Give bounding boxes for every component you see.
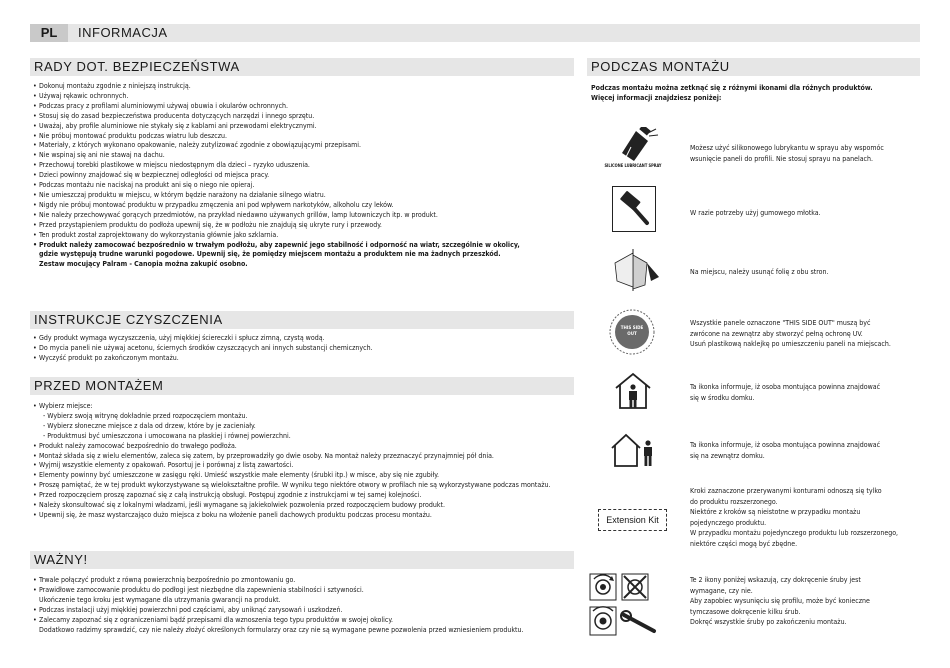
list-item: • Używaj rękawic ochronnych. — [33, 92, 573, 102]
rubber-mallet-icon — [612, 186, 656, 232]
list-item: • Produkt należy zamocować bezpośrednio w trwałym podłożu, aby zapewnić jego stabilność i odporność na wiatr, szczególnie w okolicy, — [33, 241, 573, 251]
during-heading: PODCZAS MONTAŻU — [587, 58, 920, 76]
safety-heading: RADY DOT. BEZPIECZEŃSTWA — [30, 58, 574, 76]
important-heading: WAŻNY! — [30, 551, 574, 569]
extension-kit-label: Extension Kit — [606, 515, 659, 525]
description-line: do produktu rozszerzonego. — [690, 497, 778, 506]
list-item: • Do mycia paneli nie używaj acetonu, ściernych środków czyszczących ani innych substancji chemicznych. — [33, 344, 573, 354]
description-line: się na zewnątrz domku. — [690, 451, 765, 460]
list-item: Zestaw mocujący Palram - Canopia można zakupić osobno. — [39, 260, 248, 269]
list-item: • Gdy produkt wymaga wyczyszczenia, użyj miękkiej ściereczki i spłucz zimną, czystą wodą. — [33, 334, 573, 344]
during-intro — [591, 83, 921, 103]
before-list — [33, 402, 573, 521]
list-item: gdzie występują trudne warunki pogodowe. Upewnij się, że pomiędzy miejscem montażu a produktem nie ma żadnych przeszkód. — [39, 250, 501, 259]
list-item: • Nie próbuj montować produktu podczas wiatru lub deszczu. — [33, 132, 573, 142]
icon-description — [690, 486, 898, 549]
description-line: Wszystkie panele oznaczone "THIS SIDE OUT" muszą być — [690, 319, 871, 327]
list-item: • Uważaj, aby profile aluminiowe nie stykały się z kablami ani przewodami elektrycznymi. — [33, 122, 573, 132]
list-item: • Podczas instalacji użyj miękkiej powierzchni pod częściami, aby uniknąć zarysowań i uszkodzeń. — [33, 606, 573, 616]
before-heading: PRZED MONTAŻEM — [30, 377, 574, 395]
icon-description — [690, 208, 821, 219]
list-item: • Proszę pamiętać, że w tej produkt wykorzystywane są wielokształtne profile. W wyniku tego niektóre otwory w profilach nie są wykorzystywane podczas montażu. — [33, 481, 573, 491]
screw-tight-icon — [590, 574, 616, 600]
list-item: - Wybierz swoją witrynę dokładnie przed rozpoczęciem montażu. — [43, 411, 248, 420]
list-item: Ukończenie tego kroku jest wymagane dla utrzymania gwarancji na produkt. — [39, 595, 281, 604]
list-item: • Prawidłowe zamocowanie produktu do podłogi jest niezbędne dla zapewnienia stabilności i sztywności. — [33, 586, 573, 596]
list-item: • Wyjmij wszystkie elementy z opakowań. Posortuj je i porównaj z listą zawartości. — [33, 461, 573, 471]
person-inside-house-icon — [612, 372, 654, 410]
list-item: • Produkt należy zamocować bezpośrednio do trwałego podłoża. — [33, 442, 573, 452]
list-item: • Należy skonsultować się z lokalnymi władzami, jeśli wymagane są jakiekolwiek pozwolenia przed rozpoczęciem budowy produkt. — [33, 501, 573, 511]
icon-description — [690, 318, 891, 350]
list-item: • Podczas montażu nie naciskaj na produkt ani się o niego nie opieraj. — [33, 181, 573, 191]
language-code: PL — [30, 24, 68, 42]
safety-list — [33, 82, 573, 270]
intro-line: Podczas montażu można zetknąć się z różnymi ikonami dla różnych produktów. — [591, 84, 873, 92]
icon-description — [690, 575, 870, 628]
silicone-spray-label-text: SILICONE LUBRICANT SPRAY — [604, 163, 662, 168]
cleaning-heading: INSTRUKCJE CZYSZCZENIA — [30, 311, 574, 329]
description-line: Dokręć wszystkie śruby po zakończeniu montażu. — [690, 618, 847, 626]
description-line: pojedynczego produktu. — [690, 518, 767, 527]
silicone-spray-icon — [604, 127, 662, 181]
extension-kit-icon — [598, 509, 667, 531]
description-line: Te 2 ikony poniżej wskazują, czy dokręcenie śruby jest — [690, 576, 861, 584]
description-line: się w środku domku. — [690, 393, 755, 402]
list-item: • Przed rozpoczęciem proszę zapoznać się z całą instrukcją obsługi. Postępuj zgodnie z instrukcjami w tej samej kolejności. — [33, 491, 573, 501]
list-item: • Upewnij się, że masz wystarczająco dużo miejsca z boku na włożenie paneli dachowych produktu podczas procesu montażu. — [33, 511, 573, 521]
wrench-icon — [621, 611, 654, 631]
list-item: • Nie należy przechowywać gorących przedmiotów, na przykład niedawno używanych grillów, lamp lutowniczych itp. w produkt. — [33, 211, 573, 221]
list-item: • Montaż składa się z wielu elementów, zaleca się zatem, by przeprowadziły go dwie osoby. Na montaż należy przeznaczyć przynajmniej pół dnia. — [33, 452, 573, 462]
list-item: • Zalecamy zapoznać się z ograniczeniami bądź przepisami dla wznoszenia tego typu produktów w swojej okolicy. — [33, 616, 573, 626]
description-line: Na miejscu, należy usunąć folię z obu stron. — [690, 268, 829, 276]
description-line: niektóre części mogą być zbędne. — [690, 539, 798, 548]
description-line: Ta ikonka informuje, iż osoba montująca powinna znajdować — [690, 383, 881, 391]
list-item: • Dokonuj montażu zgodnie z niniejszą instrukcją. — [33, 82, 573, 92]
description-line: W przypadku montażu pojedynczego produktu lub rozszerzonego, — [690, 529, 899, 537]
list-item: • Wybierz miejsce: — [33, 402, 573, 412]
page-title: INFORMACJA — [78, 25, 168, 40]
icon-description — [690, 440, 880, 461]
list-item: • Podczas pracy z profilami aluminiowymi używaj obuwia i okularów ochronnych. — [33, 102, 573, 112]
list-item: • Nie umieszczaj produktu w miejscu, w którym będzie narażony na działanie silnego wiatru. — [33, 191, 573, 201]
cleaning-list — [33, 334, 573, 364]
screw-loose-icon — [622, 574, 648, 600]
list-item: • Elementy powinny być umieszczone w zasięgu ręki. Umieść wszystkie małe elementy (śrubki itp.) w misce, aby się nie zgubiły. — [33, 471, 573, 481]
list-item: • Przechowuj torebki plastikowe w miejscu niedostępnym dla dzieci – ryzyko uduszenia. — [33, 161, 573, 171]
peel-film-icon — [605, 247, 661, 293]
this-side-out-label-text: THIS SIDE OUT — [620, 326, 644, 337]
description-line: wsunięcie paneli do profili. Nie stosuj sprayu na panelach. — [690, 154, 874, 163]
description-line: Aby zapobiec wysunięciu się profilu, może być konieczne — [690, 597, 870, 605]
list-item: • Stosuj się do zasad bezpieczeństwa producenta dotyczących narzędzi i innego sprzętu. — [33, 112, 573, 122]
icon-description — [690, 143, 884, 164]
list-item: - Produktmusi być umieszczona i umocowana na płaskiej i równej powierzchni. — [43, 431, 291, 440]
description-line: Możesz użyć silikonowego lubrykantu w sprayu aby wspomóc — [690, 144, 884, 152]
list-item: • Przed przystąpieniem produktu do podłoża upewnij się, że w podłożu nie znajdują się ukryte rury i przewody. — [33, 221, 573, 231]
list-item: • Nigdy nie próbuj montować produktu w przypadku zmęczenia ani pod wpływem narkotyków, alkoholu czy leków. — [33, 201, 573, 211]
list-item: - Wybierz słoneczne miejsce z dala od drzew, które by je zacieniały. — [43, 421, 256, 430]
list-item: • Ten produkt został zaprojektowany do wykorzystania głównie jako szklarnia. — [33, 231, 573, 241]
icon-description — [690, 382, 880, 403]
list-item: • Materiały, z których wykonano opakowanie, należy zutylizować zgodnie z obowiązującymi przepisami. — [33, 141, 573, 151]
description-line: Usuń plastikową naklejkę po umieszczeniu paneli na miejscach. — [690, 340, 891, 348]
intro-line: Więcej informacji znajdziesz poniżej: — [591, 94, 722, 102]
silicone-spray-label — [604, 163, 662, 168]
list-item: • Dzieci powinny znajdować się w bezpiecznej odległości od miejsca pracy. — [33, 171, 573, 181]
description-line: W razie potrzeby użyj gumowego młotka. — [690, 209, 821, 217]
screw-tightening-icon — [588, 571, 660, 641]
this-side-out-label — [609, 326, 655, 338]
list-item: • Nie wspinaj się ani nie stawaj na dachu. — [33, 151, 573, 161]
screw-profile-icon — [590, 607, 616, 635]
header-bar — [30, 24, 920, 42]
list-item: Dodatkowo radzimy sprawdzić, czy nie należy złożyć określonych formularzy oraz czy nie są wymagane pewne pozwolenia przed wzniesieniem produktu. — [39, 625, 524, 634]
list-item: • Wyczyść produkt po zakończonym montażu. — [33, 354, 573, 364]
description-line: wymagane, czy nie. — [690, 586, 753, 595]
person-outside-house-icon — [610, 432, 656, 468]
description-line: tymczasowe dokręcenie kilku śrub. — [690, 607, 801, 616]
description-line: Niektóre z kroków są nieistotne w przypadku montażu — [690, 508, 861, 516]
important-list — [33, 576, 573, 635]
description-line: Ta ikonka informuje, iż osoba montująca powinna znajdować — [690, 441, 881, 449]
list-item: • Trwale połączyć produkt z równą powierzchnią bezpośrednio po zmontowaniu go. — [33, 576, 573, 586]
icon-description — [690, 267, 829, 278]
description-line: zwrócone na zewnątrz aby stworzyć pełną ochronę UV. — [690, 329, 863, 338]
description-line: Kroki zaznaczone przerywanymi konturami odnoszą się tylko — [690, 487, 882, 495]
